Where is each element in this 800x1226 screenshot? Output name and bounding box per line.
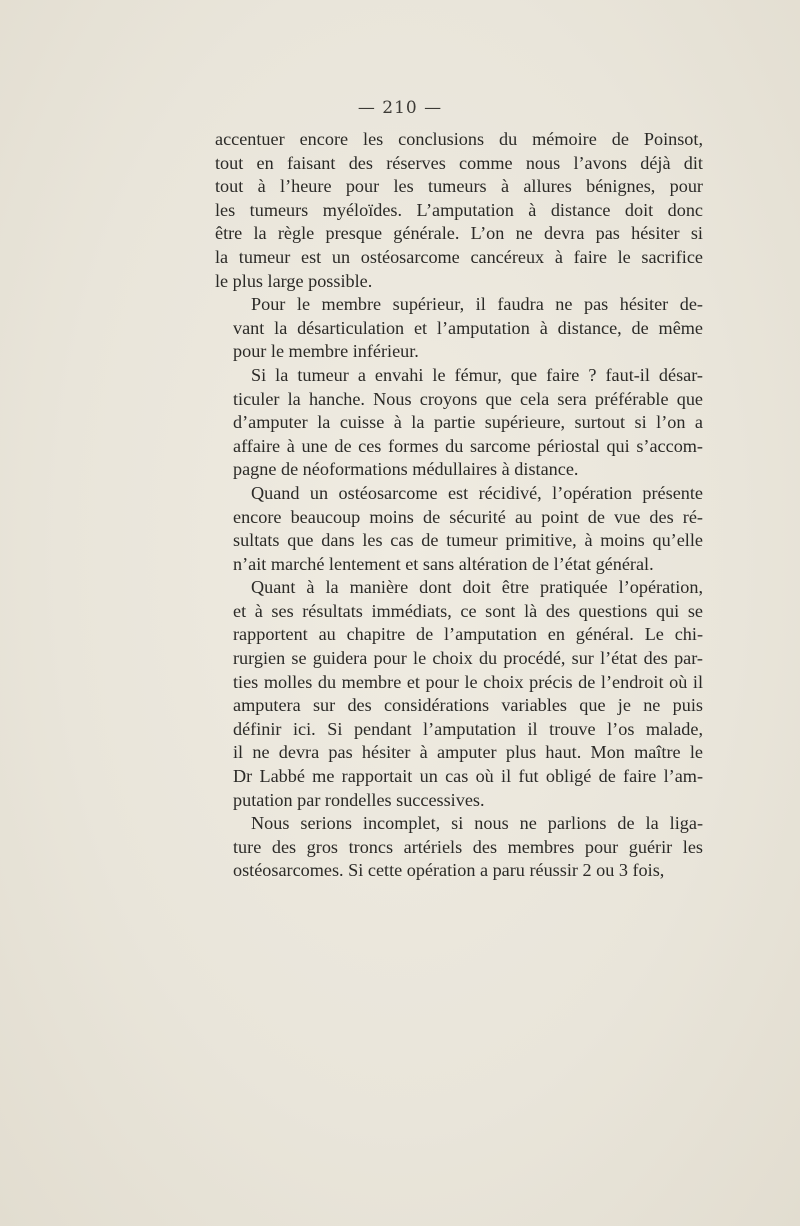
text-line: pour le membre inférieur. [233, 341, 419, 362]
text-line: pagne de néoformations médullaires à distance. [233, 459, 579, 480]
page-number: — 210 — [357, 98, 443, 118]
text-line: les tumeurs myéloïdes. L’amputation à distance doit donc [215, 199, 703, 220]
text-line: Nous serions incomplet, si nous ne parlions de la liga- [251, 813, 703, 834]
text-line: sultats que dans les cas de tumeur primitive, à moins qu’elle [233, 530, 703, 551]
text-line: ticuler la hanche. Nous croyons que cela sera préférable que [233, 388, 703, 409]
text-line: rapportent au chapitre de l’amputation en général. Le chi- [233, 624, 703, 645]
text-line: Si la tumeur a envahi le fémur, que faire ? faut-il désar- [251, 364, 703, 385]
text-line: et à ses résultats immédiats, ce sont là des questions qui se [233, 600, 703, 621]
paragraph [215, 364, 703, 482]
text-line: ture des gros troncs artériels des membres pour guérir les [233, 836, 703, 857]
paragraph [215, 128, 703, 293]
body-text [215, 128, 703, 883]
text-line: tout en faisant des réserves comme nous l’avons déjà dit [215, 152, 703, 173]
text-line: affaire à une de ces formes du sarcome périostal qui s’accom- [233, 435, 703, 456]
text-line: n’ait marché lentement et sans altération de l’état général. [233, 553, 654, 574]
text-line: encore beaucoup moins de sécurité au point de vue des ré- [233, 506, 703, 527]
text-line: Dr Labbé me rapportait un cas où il fut obligé de faire l’am- [233, 766, 703, 787]
text-line: il ne devra pas hésiter à amputer plus haut. Mon maître le [233, 742, 703, 763]
text-line: d’amputer la cuisse à la partie supérieure, surtout si l’on a [233, 412, 703, 433]
text-line: être la règle presque générale. L’on ne devra pas hésiter si [215, 223, 703, 244]
text-line: ostéosarcomes. Si cette opération a paru réussir 2 ou 3 fois, [233, 860, 665, 881]
paragraph [215, 576, 703, 812]
paragraph [215, 812, 703, 883]
text-line: Pour le membre supérieur, il faudra ne pas hésiter de- [251, 294, 703, 315]
text-line: putation par rondelles successives. [233, 789, 485, 810]
text-line: amputera sur des considérations variables que je ne puis [233, 695, 703, 716]
text-line: ties molles du membre et pour le choix précis de l’endroit où il [233, 671, 703, 692]
text-line: tout à l’heure pour les tumeurs à allures bénignes, pour [215, 176, 703, 197]
paragraph [215, 293, 703, 364]
text-line: accentuer encore les conclusions du mémoire de Poinsot, [215, 129, 703, 149]
text-line: rurgien se guidera pour le choix du procédé, sur l’état des par- [233, 648, 703, 669]
text-line: vant la désarticulation et l’amputation à distance, de même [233, 317, 703, 338]
paragraph [215, 482, 703, 576]
text-line: Quand un ostéosarcome est récidivé, l’opération présente [251, 482, 703, 503]
text-line: Quant à la manière dont doit être pratiquée l’opération, [251, 577, 703, 598]
text-line: définir ici. Si pendant l’amputation il trouve l’os malade, [233, 718, 703, 739]
text-line: la tumeur est un ostéosarcome cancéreux à faire le sacrifice [215, 246, 703, 267]
text-line: le plus large possible. [215, 270, 373, 291]
